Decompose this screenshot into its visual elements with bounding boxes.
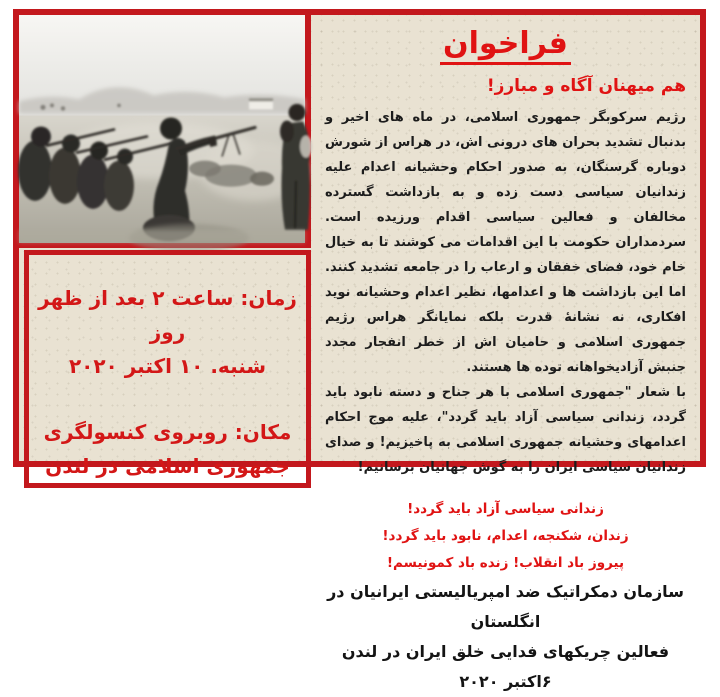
body-paragraph-2: با شعار "جمهوری اسلامی با هر جناح و دسته نابود باید گردد، زندانی سیاسی آزاد باید گردد"، علیه موج احکام اعدامهای وحشیانه جمهوری اسلامی به پاخیزیم! و صدای زندانیان سیاسی ایران را به گوش جهانیان برسانیم! (325, 385, 686, 475)
organizer-date: ۶اکتبر ۲۰۲۰ (459, 672, 552, 691)
poster-title: فراخوان (440, 27, 571, 65)
organizer-line-2: فعالین چریکهای فدایی خلق ایران در لندن (341, 642, 670, 661)
event-place-line1: مکان: روبروی کنسولگری (43, 420, 292, 444)
photo-standing-man (280, 104, 312, 230)
greeting-line: هم میهنان آگاه و مبارز! (486, 76, 686, 96)
slogan-line-3: پیروز باد انقلاب! زنده باد کمونیسم! (386, 555, 625, 571)
photo-foreground-grass (19, 230, 305, 243)
organizers-block (325, 577, 686, 697)
event-time-line2: شنبه. ۱۰ اکتبر ۲۰۲۰ (68, 354, 267, 378)
photo-building (249, 98, 273, 109)
organizer-line-1: سازمان دمکراتیک ضد امپریالیستی ایرانیان در انگلستان (327, 582, 684, 631)
main-text-column (311, 15, 700, 691)
execution-photo (19, 15, 311, 248)
event-time-line1: زمان: ساعت ۲ بعد از ظهر روز (38, 286, 297, 344)
execution-photo-image (19, 15, 305, 243)
slogan-line-2: زندان، شکنجه، اعدام، نابود باید گردد! (382, 528, 629, 544)
slogan-line-1: زندانی سیاسی آزاد باید گردد! (407, 501, 604, 517)
body-paragraph-1: رژیم سرکوبگر جمهوری اسلامی، در ماه های اخیر و بدنبال تشدید بحران های درونی اش، در هراس از شورش دوباره گرسنگان، به صدور احکام وحشیانه اعدام علیه زندانیان سیاسی دست زده و به بازداشت گسترده مخالفان و فعالین سیاسی اقدام ورزیده است. سردمداران حکومت با این اقدامات می کوشند تا به خیال خام خود، فضای خفقان و ارعاب را در جامعه تشدید کنند. اما این بازداشت ها و اعدامها، نظیر اعدام وحشیانه نوید افکاری، نه نشانهٔ قدرت بلکه نمایانگر هراس رژیم جمهوری اسلامی و حامیان اش از خطر انفجار مجدد جنبش آزادیخواهانه توده ها هستند. (325, 110, 686, 375)
left-column (19, 15, 311, 478)
poster-frame (13, 9, 706, 691)
event-details-box (24, 250, 311, 488)
slogans-block (325, 496, 686, 577)
event-place (29, 415, 306, 483)
event-place-line2: جمهوری اسلامی در لندن (45, 454, 290, 478)
title-wrap (325, 27, 686, 65)
event-time (29, 281, 306, 383)
